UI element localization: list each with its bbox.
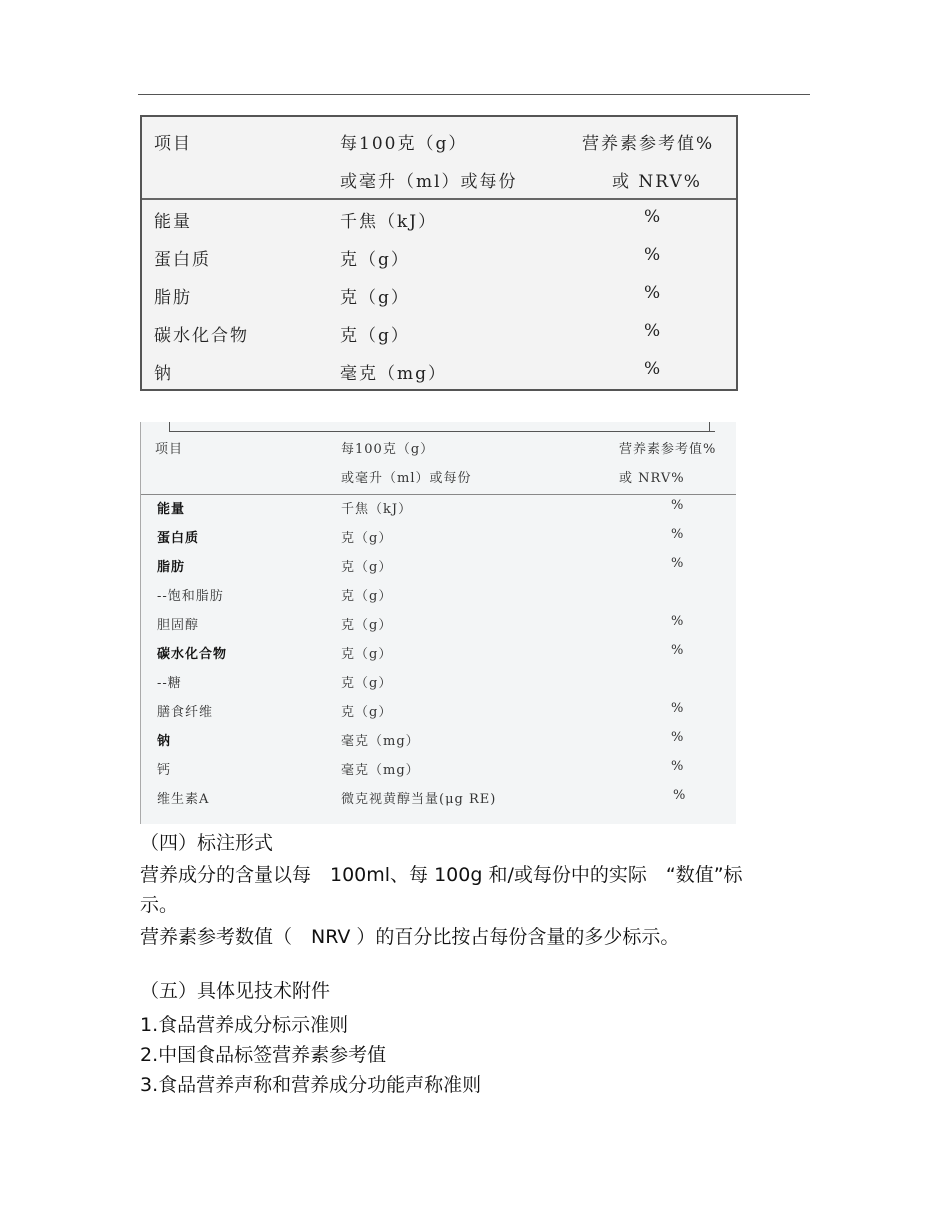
table-row bbox=[141, 755, 736, 784]
table-row bbox=[142, 317, 736, 355]
table-row bbox=[141, 639, 736, 668]
row-pct: % bbox=[671, 701, 685, 716]
row-name: 钠 bbox=[157, 734, 172, 749]
header-nrv-alt: 或 NRV% bbox=[612, 172, 702, 192]
table-row bbox=[141, 784, 736, 813]
header-nrv: 营养素参考值% bbox=[582, 134, 715, 154]
row-unit: 毫克（mg） bbox=[340, 364, 448, 384]
header-per100-alt: 或毫升（ml）或每份 bbox=[341, 471, 472, 486]
attachment-list-item: 3.食品营养声称和营养成分功能声称准则 bbox=[140, 1074, 482, 1096]
attachment-list-item: 2.中国食品标签营养素参考值 bbox=[140, 1044, 387, 1066]
header-per100: 每100克（g） bbox=[341, 442, 435, 457]
row-pct: % bbox=[671, 643, 685, 658]
table-row bbox=[141, 726, 736, 755]
row-pct: % bbox=[671, 614, 685, 629]
table-row bbox=[142, 203, 736, 241]
row-pct: % bbox=[671, 527, 685, 542]
table-row bbox=[141, 581, 736, 610]
section-4-title: （四）标注形式 bbox=[140, 832, 274, 854]
table-row bbox=[141, 610, 736, 639]
header-nrv-alt: 或 NRV% bbox=[619, 471, 685, 486]
row-pct: % bbox=[644, 359, 663, 379]
table-row bbox=[142, 241, 736, 279]
table-row bbox=[141, 697, 736, 726]
table-top-border-right bbox=[709, 422, 710, 432]
row-unit: 微克视黄醇当量(μg RE) bbox=[341, 792, 497, 807]
row-name: 胆固醇 bbox=[157, 618, 200, 633]
row-name: 脂肪 bbox=[154, 288, 192, 308]
row-name: --饱和脂肪 bbox=[157, 589, 224, 604]
row-name: 钠 bbox=[154, 364, 173, 384]
row-pct: % bbox=[644, 245, 663, 265]
page-top-rule bbox=[138, 94, 810, 95]
section-4-paragraph-1-cont: 示。 bbox=[140, 894, 179, 916]
header-nrv: 营养素参考值% bbox=[619, 442, 717, 457]
row-name: 膳食纤维 bbox=[157, 705, 214, 720]
table-row bbox=[141, 523, 736, 552]
table-row bbox=[141, 552, 736, 581]
header-per100: 每100克（g） bbox=[340, 134, 468, 154]
row-pct: % bbox=[644, 321, 663, 341]
table-row bbox=[142, 279, 736, 317]
header-per100-alt: 或毫升（ml）或每份 bbox=[340, 172, 518, 192]
header-item: 项目 bbox=[155, 442, 184, 457]
row-unit: 克（g） bbox=[341, 676, 393, 691]
row-name: 能量 bbox=[154, 212, 192, 232]
row-pct: % bbox=[673, 788, 687, 803]
table-row bbox=[142, 355, 736, 393]
row-name: 蛋白质 bbox=[154, 250, 211, 270]
row-unit: 克（g） bbox=[341, 647, 393, 662]
table-header bbox=[141, 432, 736, 495]
row-pct: % bbox=[671, 498, 685, 513]
nutrition-table-extended bbox=[140, 422, 736, 824]
section-4-paragraph-2: 营养素参考数值（ NRV ）的百分比按占每份含量的多少标示。 bbox=[140, 926, 680, 948]
row-unit: 毫克（mg） bbox=[341, 734, 420, 749]
section-4-paragraph-1: 营养成分的含量以每 100ml、每 100g 和/或每份中的实际 “数值”标 bbox=[140, 864, 743, 886]
row-pct: % bbox=[644, 283, 663, 303]
table-header bbox=[142, 117, 736, 200]
row-pct: % bbox=[671, 730, 685, 745]
row-pct: % bbox=[644, 207, 663, 227]
row-pct: % bbox=[671, 759, 685, 774]
row-unit: 克（g） bbox=[341, 705, 393, 720]
row-name: 碳水化合物 bbox=[157, 647, 228, 662]
row-unit: 克（g） bbox=[340, 250, 410, 270]
attachment-list-item: 1.食品营养成分标示准则 bbox=[140, 1014, 349, 1036]
row-name: 维生素A bbox=[157, 792, 210, 807]
section-5-title: （五）具体见技术附件 bbox=[140, 980, 331, 1002]
nutrition-table-basic bbox=[140, 115, 738, 391]
row-unit: 千焦（kJ） bbox=[341, 502, 413, 517]
row-unit: 克（g） bbox=[340, 326, 410, 346]
row-name: 脂肪 bbox=[157, 560, 186, 575]
row-unit: 克（g） bbox=[341, 531, 393, 546]
header-item: 项目 bbox=[154, 134, 192, 154]
row-unit: 千焦（kJ） bbox=[340, 212, 438, 232]
row-name: 能量 bbox=[157, 502, 186, 517]
row-unit: 毫克（mg） bbox=[341, 763, 420, 778]
row-unit: 克（g） bbox=[341, 618, 393, 633]
table-row bbox=[141, 494, 736, 523]
row-unit: 克（g） bbox=[340, 288, 410, 308]
row-name: 钙 bbox=[157, 763, 172, 778]
row-name: --糖 bbox=[157, 676, 182, 691]
row-unit: 克（g） bbox=[341, 589, 393, 604]
row-name: 蛋白质 bbox=[157, 531, 200, 546]
row-unit: 克（g） bbox=[341, 560, 393, 575]
row-pct: % bbox=[671, 556, 685, 571]
table-row bbox=[141, 668, 736, 697]
row-name: 碳水化合物 bbox=[154, 326, 249, 346]
